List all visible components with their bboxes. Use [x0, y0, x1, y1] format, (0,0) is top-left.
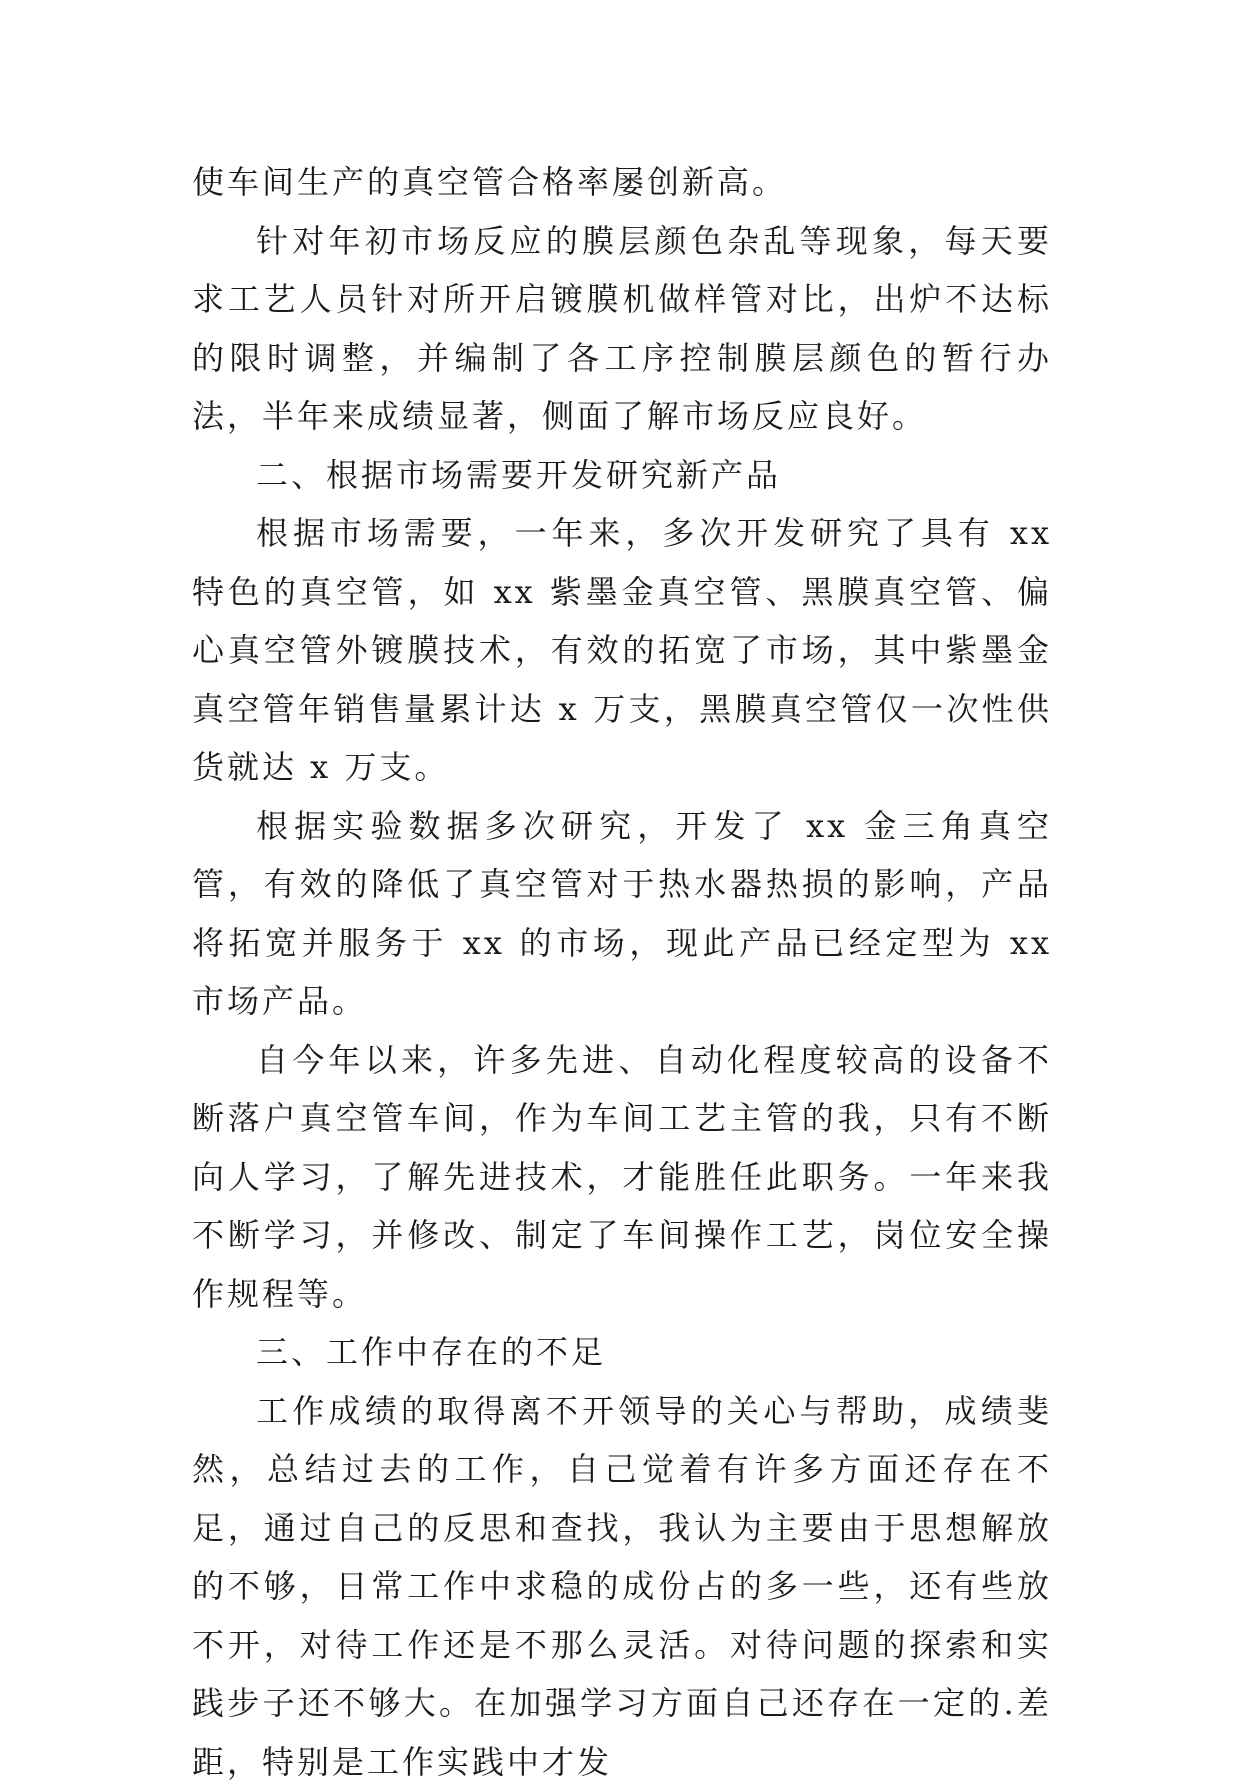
paragraph-advanced-equipment: 自今年以来，许多先进、自动化程度较高的设备不断落户真空管车间，作为车间工艺主管的我，只有不断向人学习，了解先进技术，才能胜任此职务。一年来我不断学习，并修改、制定了车间操作工艺，岗位安全操作规程等。 [192, 1031, 1052, 1324]
section-heading-shortcomings: 三、工作中存在的不足 [192, 1323, 1052, 1382]
document-body [192, 153, 1052, 1791]
paragraph-market-research: 根据市场需要，一年来，多次开发研究了具有 xx 特色的真空管，如 xx 紫墨金真空管、黑膜真空管、偏心真空管外镀膜技术，有效的拓宽了市场，其中紫墨金真空管年销售量累计达 x 万支，黑膜真空管仅一次性供货就达 x 万支。 [192, 504, 1052, 797]
paragraph-continuation: 使车间生产的真空管合格率屡创新高。 [192, 153, 1052, 212]
paragraph-experiment-data: 根据实验数据多次研究，开发了 xx 金三角真空管，有效的降低了真空管对于热水器热损的影响，产品将拓宽并服务于 xx 的市场，现此产品已经定型为 xx 市场产品。 [192, 797, 1052, 1031]
section-heading-new-products: 二、根据市场需要开发研究新产品 [192, 446, 1052, 505]
paragraph-film-color: 针对年初市场反应的膜层颜色杂乱等现象，每天要求工艺人员针对所开启镀膜机做样管对比，出炉不达标的限时调整，并编制了各工序控制膜层颜色的暂行办法，半年来成绩显著，侧面了解市场反应良好。 [192, 212, 1052, 446]
paragraph-shortcomings: 工作成绩的取得离不开领导的关心与帮助，成绩斐然，总结过去的工作，自己觉着有许多方面还存在不足，通过自己的反思和查找，我认为主要由于思想解放的不够，日常工作中求稳的成份占的多一些，还有些放不开，对待工作还是不那么灵活。对待问题的探索和实践步子还不够大。在加强学习方面自己还存在一定的.差距，特别是工作实践中才发 [192, 1382, 1052, 1791]
